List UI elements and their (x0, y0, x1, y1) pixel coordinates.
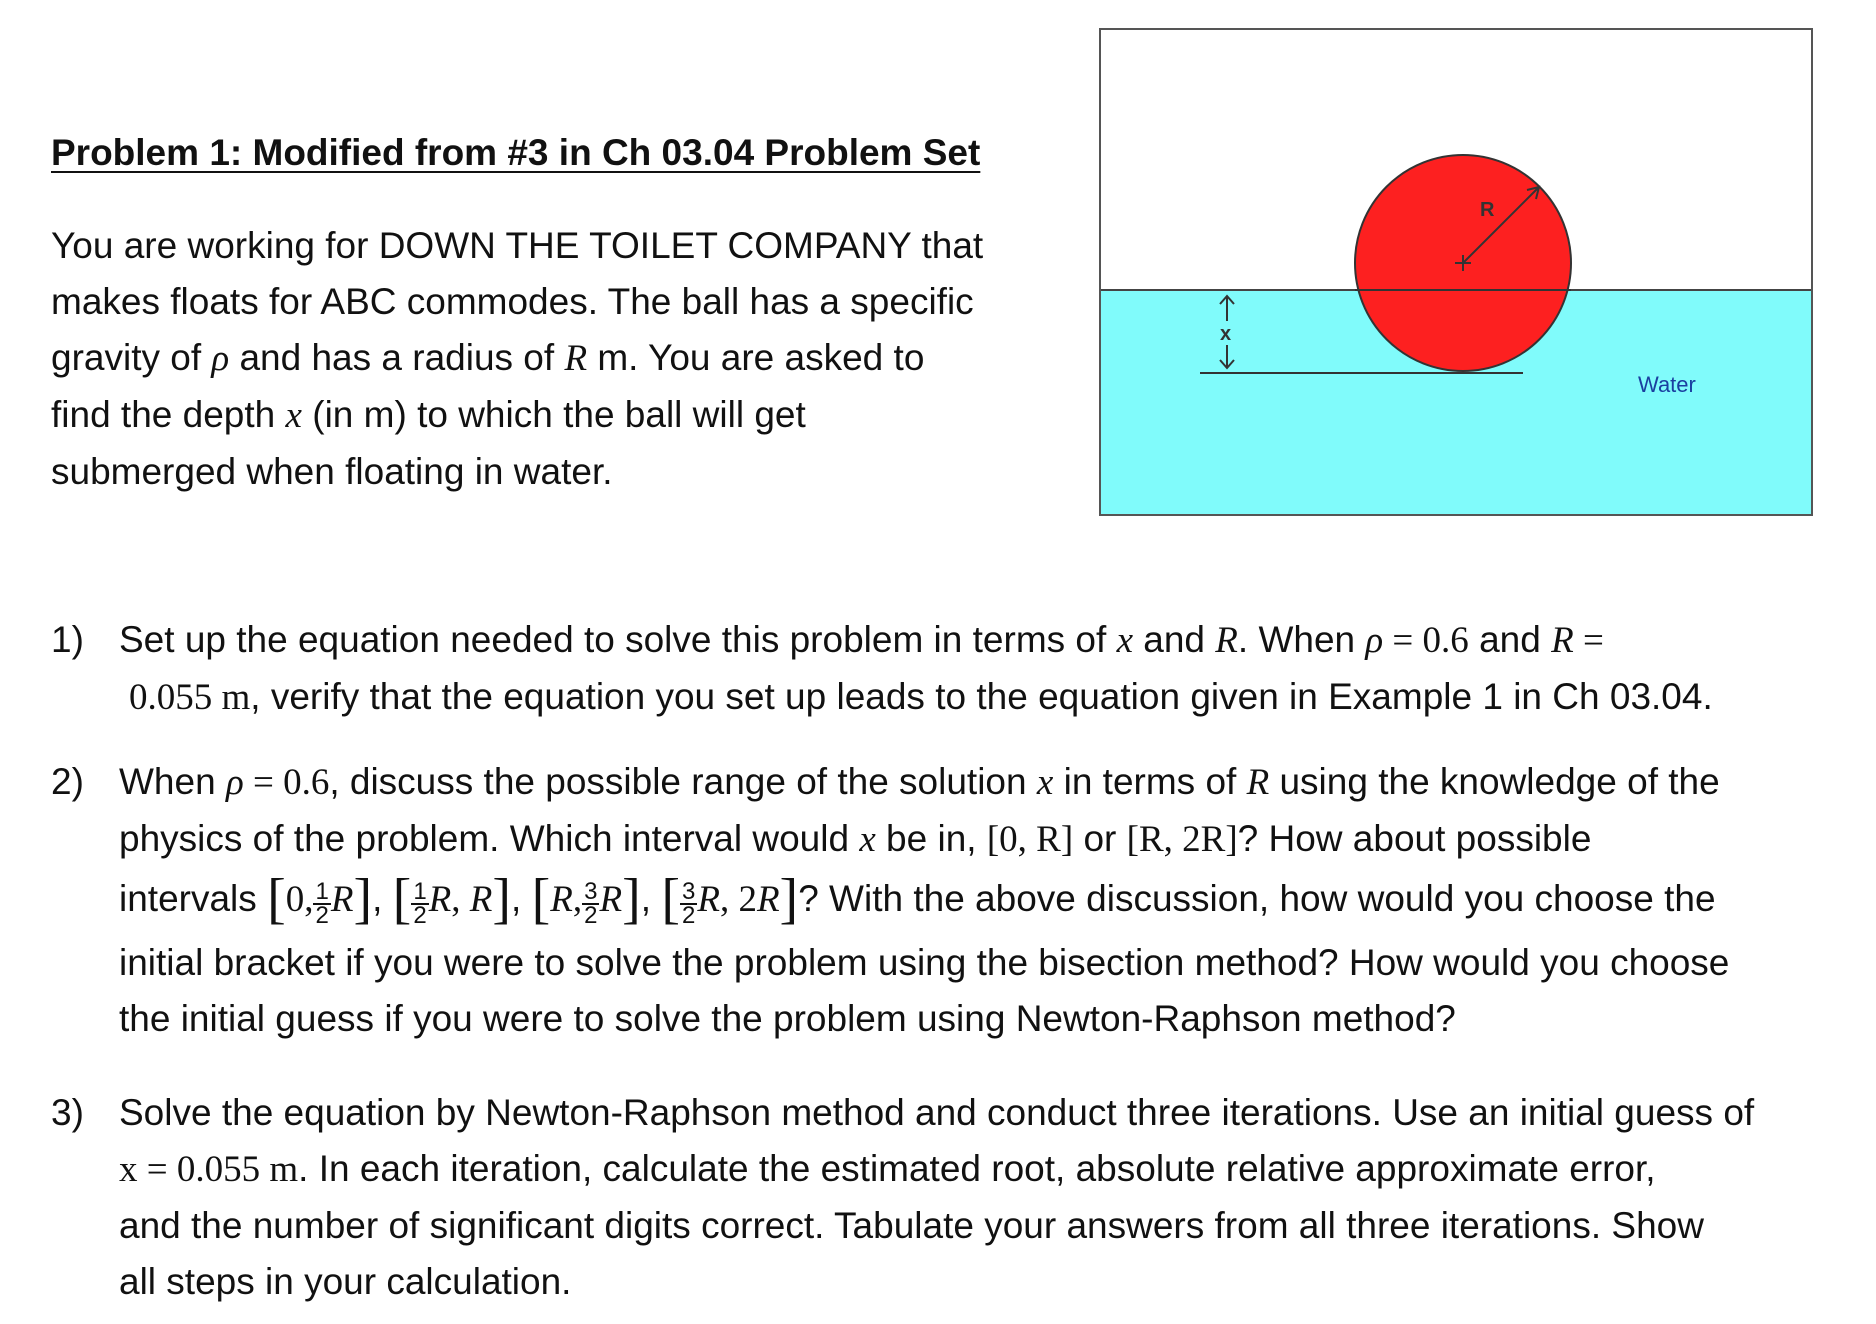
question-3-line-3: and the number of significant digits correct. Tabulate your answers from all three iterations. Show (119, 1205, 1704, 1246)
intro-line-5: submerged when floating in water. (51, 451, 613, 492)
float-ball-diagram (1099, 28, 1813, 516)
question-2-line-3: intervals [0, $\frac{1}{2}$ R], [ $\frac{1}{2}$ R, R], [R, $\frac{3}{2}$ R], [ $\frac{3}{2}$ R, 2R]? With the above discussion, how would you choose the (119, 868, 1716, 930)
question-number: 2) (51, 761, 84, 802)
rho-symbol: ρ (211, 338, 230, 379)
intro-line-4: find the depth x (in m) to which the ball will get (51, 394, 806, 436)
question-3-line-2: x = 0.055 m. In each iteration, calculate the estimated root, absolute relative approximate error, (119, 1148, 1656, 1190)
question-number: 1) (51, 619, 84, 660)
problem-title: Problem 1: Modified from #3 in Ch 03.04 Problem Set (51, 132, 981, 173)
question-2-line-2: physics of the problem. Which interval would x be in, [0, R] or [R, 2R]? How about possible (119, 818, 1592, 860)
question-3-line-1: Solve the equation by Newton-Raphson method and conduct three iterations. Use an initial guess of (119, 1092, 1755, 1133)
question-number: 3) (51, 1092, 84, 1133)
question-2-line-1: When ρ = 0.6, discuss the possible range of the solution x in terms of R using the knowledge of the (119, 761, 1720, 803)
intro-line-1: You are working for DOWN THE TOILET COMPANY that (51, 225, 984, 266)
radius-symbol: R (564, 338, 588, 379)
depth-label: x (1220, 323, 1232, 345)
question-1-line-2: 0.055 m, verify that the equation you set up leads to the equation given in Example 1 in Ch 03.04. (129, 676, 1713, 718)
question-2-line-5: the initial guess if you were to solve the problem using Newton-Raphson method? (119, 998, 1456, 1039)
problem-intro (51, 218, 1051, 500)
intro-line-2: makes floats for ABC commodes. The ball has a specific (51, 281, 974, 322)
depth-symbol: x (285, 395, 302, 436)
question-1-line-1: Set up the equation needed to solve this problem in terms of x and R. When ρ = 0.6 and R = (119, 619, 1604, 661)
radius-label: R (1480, 199, 1495, 221)
water-label: Water (1638, 372, 1696, 397)
intro-line-3: gravity of ρ and has a radius of R m. You are asked to (51, 337, 925, 379)
question-2-line-4: initial bracket if you were to solve the problem using the bisection method? How would you choose (119, 942, 1730, 983)
question-3-line-4: all steps in your calculation. (119, 1261, 572, 1302)
